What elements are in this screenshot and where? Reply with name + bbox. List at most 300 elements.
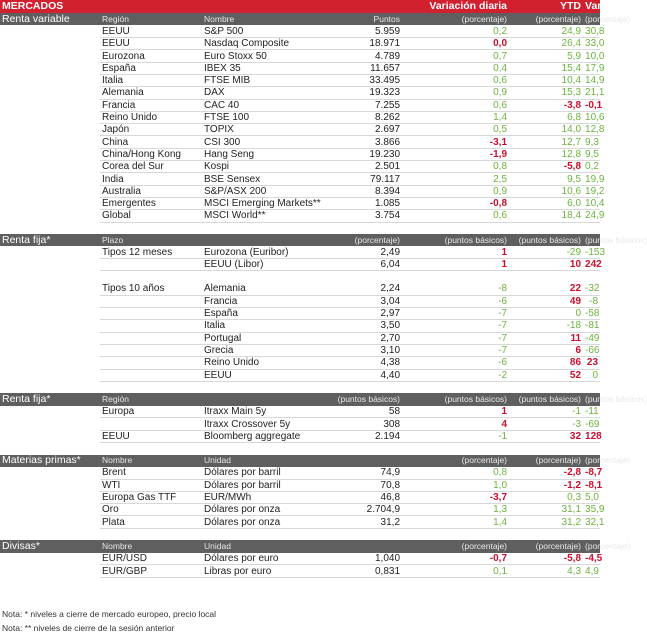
row-spacer-cell (0, 87, 100, 99)
row-name: Dólares por barril (202, 479, 322, 491)
row-ytd-change: 15,3 (509, 87, 583, 99)
section-spacer (0, 443, 600, 455)
section-title: Renta fija* (0, 234, 100, 246)
row-daily-change: 0,6 (402, 210, 509, 222)
row-name: Portugal (202, 332, 322, 344)
row-value: 19.230 (322, 148, 402, 160)
row-name: Dólares por onza (202, 504, 322, 516)
table-row (0, 369, 600, 381)
column-header: Plazo (100, 234, 202, 246)
row-value: 46,8 (322, 491, 402, 503)
row-ytd-change: 11 (509, 332, 583, 344)
row-ytd-change: 6,0 (509, 197, 583, 209)
row-group (100, 308, 202, 320)
row-name: BSE Sensex (202, 173, 322, 185)
row-group (100, 320, 202, 332)
section-header (0, 234, 600, 246)
row-spacer-cell (0, 332, 100, 344)
table-row (0, 99, 600, 111)
row-ytd-change: -5,8 (509, 553, 583, 565)
table-row (0, 406, 600, 418)
row-spacer-cell (0, 50, 100, 62)
row-ytd-change: 0 (509, 308, 583, 320)
row-daily-change: 0,9 (402, 87, 509, 99)
row-ytd-change: 6,8 (509, 111, 583, 123)
row-annual-change: 32,1 (585, 516, 605, 528)
row-group: España (100, 62, 202, 74)
column-header: (porcentaje) (402, 455, 509, 467)
row-spacer-cell (0, 136, 100, 148)
row-daily-change: -0,8 (402, 197, 509, 209)
table-row (0, 467, 600, 479)
row-spacer-cell (0, 369, 100, 381)
row-spacer-cell (0, 62, 100, 74)
row-spacer-cell (0, 173, 100, 185)
column-header: (puntos básicos) (402, 234, 509, 246)
column-header: Región (100, 13, 202, 25)
row-name: CAC 40 (202, 99, 322, 111)
row-ytd-change: -2,8 (509, 467, 583, 479)
row-daily-change: 0,8 (402, 161, 509, 173)
row-name: Francia (202, 295, 322, 307)
row-daily-change: -7 (402, 344, 509, 356)
row-daily-change: -7 (402, 332, 509, 344)
row-annual-change: -66 (585, 345, 600, 357)
row-ytd-change: 31,1 (509, 504, 583, 516)
row-annual-change: -4,5 (585, 552, 603, 564)
row-name: Itraxx Crossover 5y (202, 418, 322, 430)
row-annual-change: 9,3 (585, 136, 599, 148)
row-annual-change: -8 (583, 295, 600, 307)
row-ytd-change: 4,3 (509, 565, 583, 577)
table-row (0, 565, 600, 577)
column-header (202, 393, 322, 405)
row-annual-change: -11 (585, 406, 599, 417)
section-title: Renta fija* (0, 393, 100, 405)
row-spacer-cell (0, 283, 100, 295)
row-spacer-cell (0, 185, 100, 197)
row-ytd-change: 9,5 (509, 173, 583, 185)
row-group (100, 369, 202, 381)
row-name: Bloomberg aggregate (202, 430, 322, 442)
table-row (0, 74, 600, 86)
column-header: (porcentaje) (402, 540, 509, 552)
table-row (0, 418, 600, 430)
row-group: Reino Unido (100, 111, 202, 123)
section-header (0, 13, 600, 25)
table-row (0, 136, 600, 148)
row-ytd-change: 15,4 (509, 62, 583, 74)
row-daily-change: 4 (402, 418, 509, 430)
row-annual-change: 5,0 (585, 492, 599, 504)
row-value: 8.394 (322, 185, 402, 197)
row-daily-change: 1,4 (402, 516, 509, 528)
row-name: España (202, 308, 322, 320)
row-value: 79.117 (322, 173, 402, 185)
row-ytd-change: 6 (509, 344, 583, 356)
col-daily-header: Variación diaria (402, 0, 509, 13)
table-row (0, 357, 600, 369)
table-row (0, 491, 600, 503)
row-group: Brent (100, 467, 202, 479)
row-value: 1,040 (322, 553, 402, 565)
row-ytd-change: -3 (509, 418, 583, 430)
row-name: Itraxx Main 5y (202, 406, 322, 418)
row-daily-change: 0,9 (402, 185, 509, 197)
row-ytd-change: 14,0 (509, 124, 583, 136)
row-annual-change: 14,9 (585, 75, 605, 87)
column-header: Nombre (100, 540, 202, 552)
table-row (0, 62, 600, 74)
row-ytd-change: 10,4 (509, 74, 583, 86)
row-value: 8.262 (322, 111, 402, 123)
row-daily-change: -0,7 (402, 553, 509, 565)
row-ytd-change: -18 (509, 320, 583, 332)
row-daily-change: 2,5 (402, 173, 509, 185)
row-name: Italia (202, 320, 322, 332)
row-value: 4,38 (322, 357, 402, 369)
row-spacer-cell (0, 148, 100, 160)
row-spacer-cell (0, 295, 100, 307)
row-annual-change: -32 (585, 283, 600, 295)
row-group: Eurozona (100, 50, 202, 62)
table-row (0, 430, 600, 442)
table-row (0, 173, 600, 185)
row-daily-change: -7 (402, 320, 509, 332)
row-name: Kospi (202, 161, 322, 173)
table-row (0, 259, 600, 271)
section-header (0, 393, 600, 405)
row-annual-change: 23 (583, 357, 600, 369)
row-daily-change: 1,3 (402, 504, 509, 516)
row-daily-change: -6 (402, 357, 509, 369)
row-value: 2.704,9 (322, 504, 402, 516)
row-value: 4,40 (322, 369, 402, 381)
row-value: 3.866 (322, 136, 402, 148)
row-spacer-cell (0, 406, 100, 418)
row-daily-change: -6 (402, 295, 509, 307)
row-ytd-change: 31,2 (509, 516, 583, 528)
table-row (0, 553, 600, 565)
table-row (0, 516, 600, 528)
column-header: (porcentaje) (585, 455, 631, 466)
column-header: Unidad (202, 540, 322, 552)
table-row (0, 50, 600, 62)
row-annual-change: -49 (585, 332, 600, 344)
row-daily-change: -8 (402, 283, 509, 295)
column-header: Puntos (322, 13, 402, 25)
note-1: Nota: * niveles a cierre de mercado europeo, precio local (2, 609, 217, 619)
row-group: Italia (100, 74, 202, 86)
column-header: (porcentaje) (585, 540, 631, 551)
row-annual-change: 35,9 (585, 504, 605, 516)
column-header: (porcentaje) (509, 455, 583, 467)
row-name: S&P/ASX 200 (202, 185, 322, 197)
row-spacer-cell (0, 553, 100, 565)
row-annual-change: 128 (585, 430, 602, 442)
column-header: Nombre (100, 455, 202, 467)
row-daily-change: 1 (402, 246, 509, 258)
markets-header (0, 0, 600, 13)
row-daily-change: -3,7 (402, 491, 509, 503)
row-value: 74,9 (322, 467, 402, 479)
section-spacer (0, 381, 600, 393)
row-group: China (100, 136, 202, 148)
row-daily-change: 0,2 (402, 25, 509, 37)
row-ytd-change: -5,8 (509, 161, 583, 173)
row-spacer-cell (0, 210, 100, 222)
row-group: India (100, 173, 202, 185)
table-row (0, 308, 600, 320)
section-header (0, 540, 600, 552)
row-group: Francia (100, 99, 202, 111)
column-header: (puntos básicos) (322, 393, 402, 405)
row-name: Nasdaq Composite (202, 38, 322, 50)
table-row (0, 283, 600, 295)
row-value: 7.255 (322, 99, 402, 111)
row-ytd-change: 10,6 (509, 185, 583, 197)
row-annual-change: 10,0 (585, 50, 605, 62)
column-header (322, 540, 402, 552)
row-daily-change: 0,6 (402, 74, 509, 86)
row-name: FTSE MIB (202, 74, 322, 86)
row-name: EEUU (Libor) (202, 259, 322, 271)
row-daily-change: 1,0 (402, 479, 509, 491)
column-header: (porcentaje) (509, 540, 583, 552)
row-name: Grecia (202, 344, 322, 356)
table-row (0, 479, 600, 491)
row-value: 2.697 (322, 124, 402, 136)
row-spacer-cell (0, 479, 100, 491)
row-daily-change: -1,9 (402, 148, 509, 160)
column-header (322, 455, 402, 467)
column-header: (porcentaje) (585, 13, 631, 24)
row-spacer-cell (0, 430, 100, 442)
row-annual-change: -0,1 (585, 99, 603, 111)
row-daily-change: 1,4 (402, 111, 509, 123)
table-row (0, 148, 600, 160)
markets-title: MERCADOS (0, 0, 322, 13)
row-name: MSCI Emerging Markets** (204, 198, 321, 210)
row-annual-change: -8,1 (585, 479, 603, 491)
row-name: Hang Seng (202, 148, 322, 160)
row-value: 6,04 (322, 259, 402, 271)
row-spacer-cell (0, 516, 100, 528)
row-group: Emergentes (100, 197, 202, 209)
row-name: Dólares por barril (202, 467, 322, 479)
table-row (0, 210, 600, 222)
row-name: Euro Stoxx 50 (202, 50, 322, 62)
row-name: Reino Unido (202, 357, 322, 369)
row-ytd-change: -1,2 (509, 479, 583, 491)
row-ytd-change: 86 (509, 357, 583, 369)
row-name: IBEX 35 (202, 62, 322, 74)
table-row (0, 111, 600, 123)
row-annual-change: 10,6 (585, 112, 605, 124)
row-spacer-cell (0, 320, 100, 332)
row-annual-change: 24,9 (585, 210, 605, 222)
row-annual-change: -69 (585, 418, 600, 430)
row-spacer-cell (0, 197, 100, 209)
row-annual-change: 17,9 (585, 62, 605, 74)
row-ytd-change: -29 (509, 246, 583, 258)
row-value: 4.789 (322, 50, 402, 62)
col-annual-header: Var. 1 año (585, 0, 635, 12)
row-value: 2,24 (322, 283, 402, 295)
row-group (100, 357, 202, 369)
row-spacer-cell (0, 38, 100, 50)
row-group: Corea del Sur (100, 161, 202, 173)
row-name: CSI 300 (202, 136, 322, 148)
row-daily-change: -2 (402, 369, 509, 381)
row-ytd-change: -3,8 (509, 99, 583, 111)
row-spacer (0, 271, 600, 283)
column-header: (puntos básicos) (509, 393, 583, 405)
row-group (100, 418, 202, 430)
table-row (0, 38, 600, 50)
column-header: (puntos básicos) (585, 393, 647, 404)
row-name: Libras por euro (202, 565, 322, 577)
table-row (0, 185, 600, 197)
row-value: 31,2 (322, 516, 402, 528)
column-header: (porcentaje) (402, 13, 509, 25)
column-header: (porcentaje) (322, 234, 402, 246)
row-group: Europa Gas TTF (100, 491, 202, 503)
row-spacer-cell (0, 357, 100, 369)
row-annual-change: 19,9 (585, 173, 605, 185)
row-value: 2,49 (322, 246, 402, 258)
table-row (0, 25, 600, 37)
row-spacer-cell (0, 344, 100, 356)
row-group: China/Hong Kong (100, 148, 202, 160)
section-spacer (0, 222, 600, 234)
row-annual-change: 4,9 (585, 565, 599, 577)
row-ytd-change: 49 (509, 295, 583, 307)
row-daily-change: 1 (402, 406, 509, 418)
row-value: 5.959 (322, 25, 402, 37)
row-group: EEUU (100, 430, 202, 442)
row-value: 3,50 (322, 320, 402, 332)
row-group: Japón (100, 124, 202, 136)
row-spacer-cell (0, 99, 100, 111)
row-value: 70,8 (322, 479, 402, 491)
row-value: 3.754 (322, 210, 402, 222)
row-name: MSCI World** (202, 210, 322, 222)
col-ytd-header: YTD (509, 0, 583, 13)
row-annual-change: -58 (585, 308, 600, 320)
table-row (0, 246, 600, 258)
row-spacer-cell (0, 259, 100, 271)
row-spacer-cell (0, 124, 100, 136)
row-ytd-change: 18,4 (509, 210, 583, 222)
row-value: 2.194 (322, 430, 402, 442)
row-group (100, 332, 202, 344)
row-name: Dólares por onza (202, 516, 322, 528)
row-group: EUR/GBP (100, 565, 202, 577)
section-title: Materias primas* (0, 455, 100, 467)
row-value: 308 (322, 418, 402, 430)
row-daily-change: -3,1 (402, 136, 509, 148)
row-group: Tipos 12 meses (100, 246, 202, 258)
row-group: EUR/USD (100, 553, 202, 565)
row-annual-change: 0,2 (585, 161, 599, 173)
row-daily-change: 0,6 (402, 99, 509, 111)
row-ytd-change: 12,7 (509, 136, 583, 148)
row-name: TOPIX (202, 124, 322, 136)
table-row (0, 320, 600, 332)
row-group: EEUU (100, 25, 202, 37)
row-ytd-change: 24,9 (509, 25, 583, 37)
row-group: Europa (100, 406, 202, 418)
row-group: Alemania (100, 87, 202, 99)
row-ytd-change: -1 (509, 406, 583, 418)
row-name: EEUU (202, 369, 322, 381)
table-row (0, 197, 600, 209)
row-annual-change: -8,7 (585, 467, 603, 479)
row-value: 33.495 (322, 74, 402, 86)
row-group (100, 259, 202, 271)
row-ytd-change: 0,3 (509, 491, 583, 503)
row-value: 58 (322, 406, 402, 418)
column-header (202, 234, 322, 246)
row-name: Dólares por euro (202, 553, 322, 565)
table-row (0, 124, 600, 136)
row-name: S&P 500 (202, 25, 322, 37)
row-value: 2,70 (322, 332, 402, 344)
row-daily-change: 0,1 (402, 565, 509, 577)
row-annual-change: 33,0 (585, 38, 605, 50)
row-daily-change: 0,8 (402, 467, 509, 479)
row-ytd-change: 12,8 (509, 148, 583, 160)
row-group: Oro (100, 504, 202, 516)
row-spacer-cell (0, 504, 100, 516)
row-annual-change: 30,8 (585, 25, 605, 37)
row-group: EEUU (100, 38, 202, 50)
section-title: Divisas* (0, 540, 100, 552)
row-group (100, 295, 202, 307)
row-spacer-cell (0, 491, 100, 503)
row-group: Plata (100, 516, 202, 528)
row-annual-change: 12,8 (585, 124, 605, 136)
row-value: 19.323 (322, 87, 402, 99)
row-ytd-change: 32 (509, 430, 583, 442)
row-name: FTSE 100 (202, 111, 322, 123)
row-value: 3,10 (322, 344, 402, 356)
row-value: 11.657 (322, 62, 402, 74)
row-name: DAX (202, 87, 322, 99)
table-row (0, 161, 600, 173)
row-value: 1.085 (322, 197, 402, 209)
row-spacer-cell (0, 74, 100, 86)
column-header: (puntos básicos) (585, 234, 647, 245)
row-spacer-cell (0, 467, 100, 479)
row-spacer-cell (0, 565, 100, 577)
row-annual-change: 0 (583, 369, 600, 381)
row-group: Global (100, 210, 202, 222)
row-ytd-change: 52 (509, 369, 583, 381)
row-daily-change: 1 (402, 259, 509, 271)
row-spacer-cell (0, 25, 100, 37)
row-annual-change: -153 (585, 246, 606, 258)
row-annual-change: 19,2 (585, 185, 605, 197)
row-spacer-cell (0, 111, 100, 123)
row-spacer-cell (0, 246, 100, 258)
row-annual-change: 10,4 (585, 198, 605, 210)
row-daily-change: 0,7 (402, 50, 509, 62)
row-daily-change: 0,0 (402, 38, 509, 50)
table-row (0, 295, 600, 307)
row-daily-change: 0,5 (402, 124, 509, 136)
